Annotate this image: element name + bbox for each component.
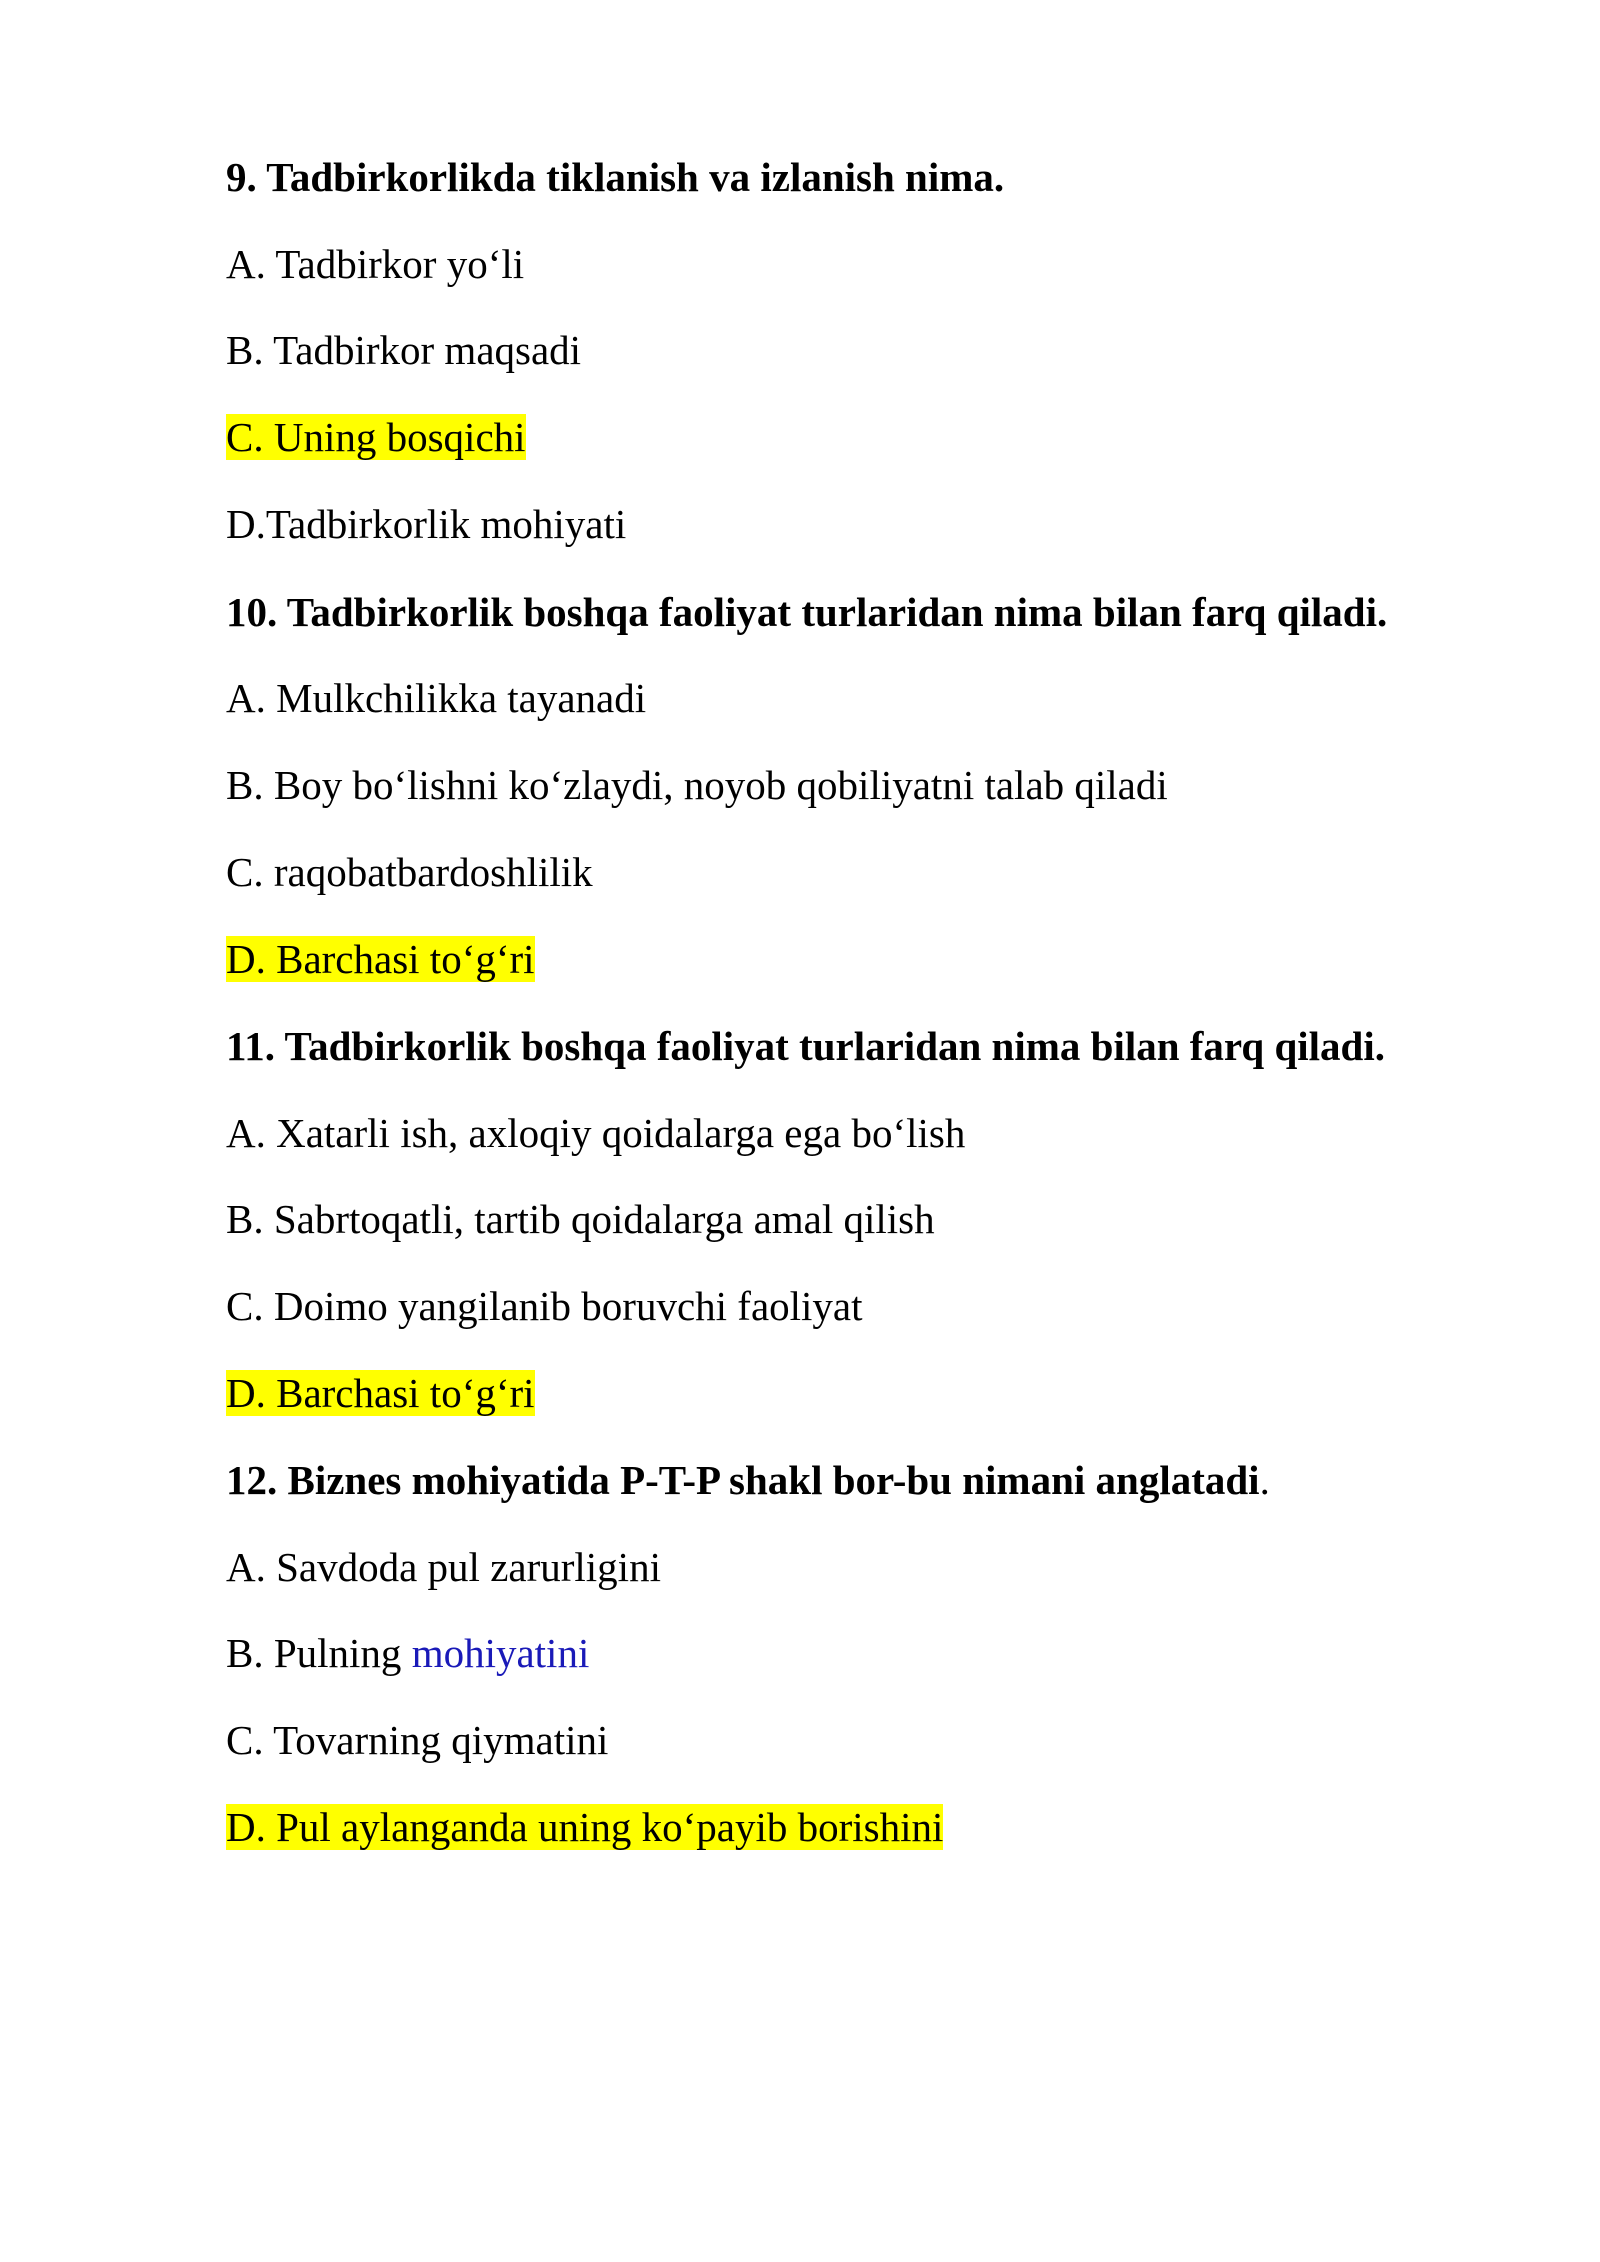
question-9-option-c: C. Uning bosqichi [226,414,526,460]
question-10-title: 10. Tadbirkorlik boshqa faoliyat turlaridan nima bilan farq qiladi. [226,589,1388,635]
question-10-option-a: A. Mulkchilikka tayanadi [226,675,647,721]
question-12-option-b-line [226,1625,589,1681]
question-12-option-d: D. Pul aylanganda uning ko‘payib borishini [226,1804,944,1850]
question-12-option-b-colored-word: mohiyatini [411,1630,590,1676]
question-12-option-c: C. Tovarning qiymatini [226,1717,609,1763]
question-9-option-a: A. Tadbirkor yo‘li [226,241,525,287]
question-11-option-d: D. Barchasi to‘g‘ri [226,1370,535,1416]
question-10-option-b: B. Boy bo‘lishni ko‘zlaydi, noyob qobiliyatni talab qiladi [226,762,1168,808]
question-9-option-b: B. Tadbirkor maqsadi [226,327,582,373]
question-12-option-b: B. Pulning [226,1630,412,1676]
question-12-option-a: A. Savdoda pul zarurligini [226,1544,661,1590]
question-12-title-period: . [1259,1457,1270,1503]
question-11-title: 11. Tadbirkorlik boshqa faoliyat turlaridan nima bilan farq qiladi. [226,1023,1385,1069]
question-12-title-line [226,1452,1270,1508]
question-10-option-c: C. raqobatbardoshlilik [226,849,593,895]
question-11-option-b: B. Sabrtoqatli, tartib qoidalarga amal qilish [226,1196,935,1242]
question-12-title: 12. Biznes mohiyatida P-T-P shakl bor-bu nimani anglatadi [226,1457,1260,1503]
question-9-title: 9. Tadbirkorlikda tiklanish va izlanish nima. [226,154,1005,200]
question-11-option-c: C. Doimo yangilanib boruvchi faoliyat [226,1283,863,1329]
question-9-option-d: D.Tadbirkorlik mohiyati [226,501,627,547]
question-11-option-a: A. Xatarli ish, axloqiy qoidalarga ega bo‘lish [226,1110,966,1156]
question-10-option-d: D. Barchasi to‘g‘ri [226,936,535,982]
